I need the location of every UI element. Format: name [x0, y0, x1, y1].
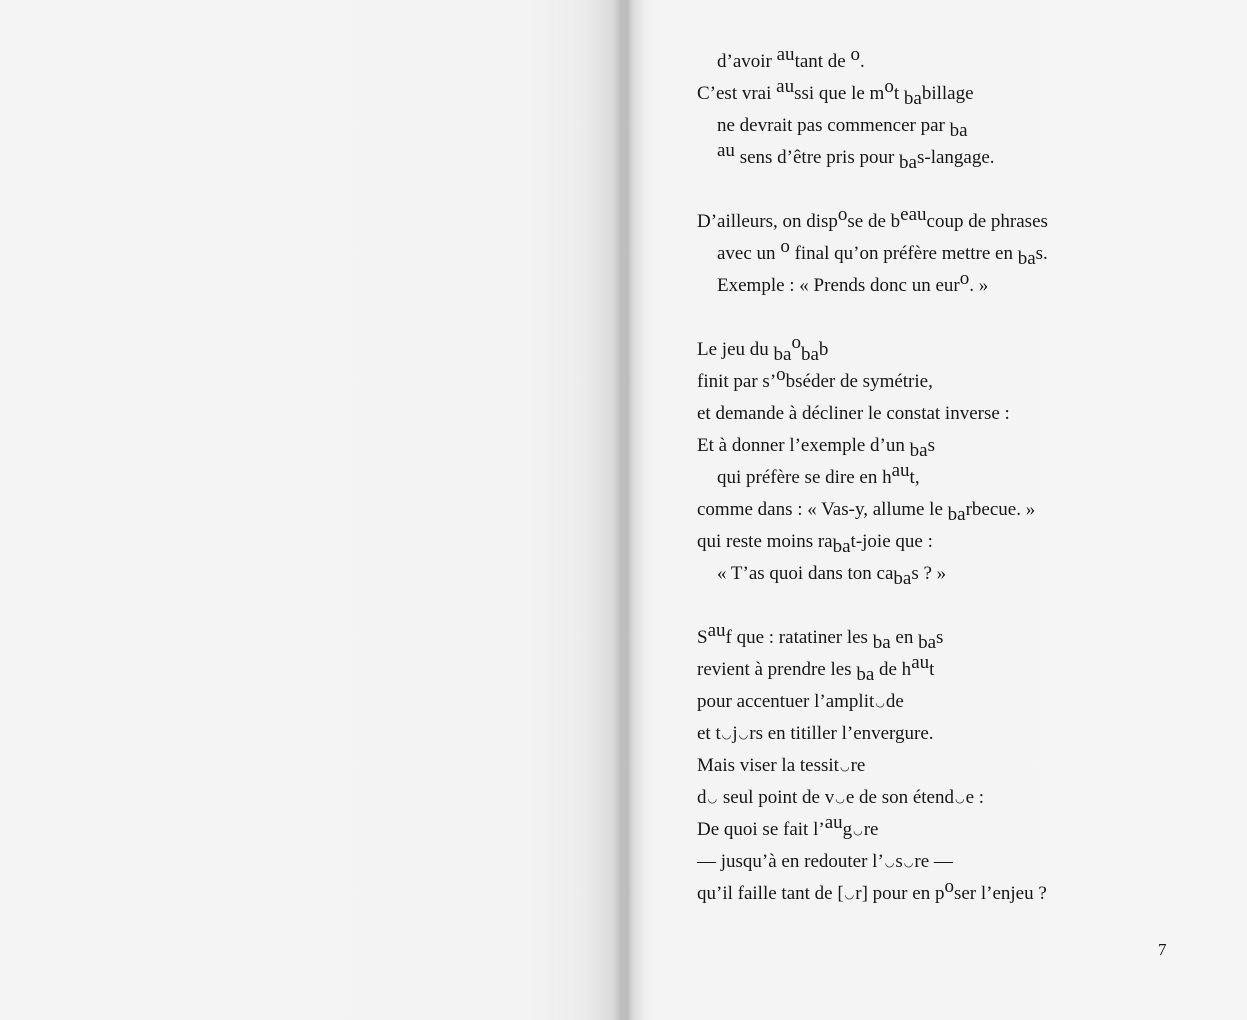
poem-line: Le jeu du baobab [697, 332, 829, 365]
poem-line: pour accentuer l’amplit◡de [697, 686, 1217, 718]
poem-line: qui préfère se dire en haut, [717, 460, 920, 488]
cup-glyph: ◡ [835, 793, 845, 805]
cup-glyph: ◡ [884, 857, 895, 869]
poem-line: comme dans : « Vas-y, allume le barbecue. » [697, 499, 1036, 525]
poem-text [697, 46, 1217, 910]
stanza-break [697, 302, 1217, 334]
poem-line: Sauf que : ratatiner les ba en bas [697, 620, 944, 653]
cup-glyph: ◡ [875, 697, 885, 709]
poem-line: et t◡j◡rs en titiller l’envergure. [697, 718, 1217, 750]
cup-glyph: ◡ [954, 793, 965, 805]
cup-glyph: ◡ [844, 889, 855, 901]
poem-line: D’ailleurs, on dispose de beaucoup de phrases [697, 204, 1048, 232]
cup-glyph: ◡ [738, 729, 749, 741]
stanza-break [697, 590, 1217, 622]
cup-glyph: ◡ [903, 857, 914, 869]
poem-line: revient à prendre les ba de haut [697, 652, 935, 685]
cup-glyph: ◡ [839, 761, 850, 773]
poem-line: Exemple : « Prends donc un euro. » [717, 268, 989, 296]
cup-glyph: ◡ [707, 793, 718, 805]
page-number: 7 [1158, 940, 1167, 959]
poem-line: Et à donner l’exemple d’un bas [697, 435, 935, 461]
poem-line: qui reste moins rabat-joie que : [697, 531, 933, 557]
left-page [0, 0, 622, 1020]
poem-line: d’avoir autant de o. [717, 44, 865, 72]
poem-line: De quoi se fait l’aug◡re [697, 814, 1217, 846]
poem-line: finit par s’obséder de symétrie, [697, 364, 933, 392]
cup-glyph: ◡ [721, 729, 732, 741]
poem-line: ne devrait pas commencer par ba [717, 115, 968, 141]
stanza-break [697, 174, 1217, 206]
poem-line: d◡ seul point de v◡e de son étend◡e : [697, 782, 1217, 814]
poem-line: « T’as quoi dans ton cabas ? » [717, 563, 947, 589]
poem-line: C’est vrai aussi que le mot babillage [697, 76, 974, 109]
poem-line: au sens d’être pris pour bas-langage. [717, 140, 995, 173]
right-page [622, 0, 1247, 1020]
poem-line: avec un o final qu’on préfère mettre en bas. [717, 236, 1048, 269]
poem-line: qu’il faille tant de [◡r] pour en poser l’enjeu ? [697, 878, 1217, 910]
poem-line: Mais viser la tessit◡re [697, 750, 1217, 782]
book-gutter-shadow [612, 0, 646, 1020]
cup-glyph: ◡ [853, 825, 863, 837]
poem-line: — jusqu’à en redouter l’◡s◡re — [697, 846, 1217, 878]
poem-line: et demande à décliner le constat inverse : [697, 403, 1010, 424]
